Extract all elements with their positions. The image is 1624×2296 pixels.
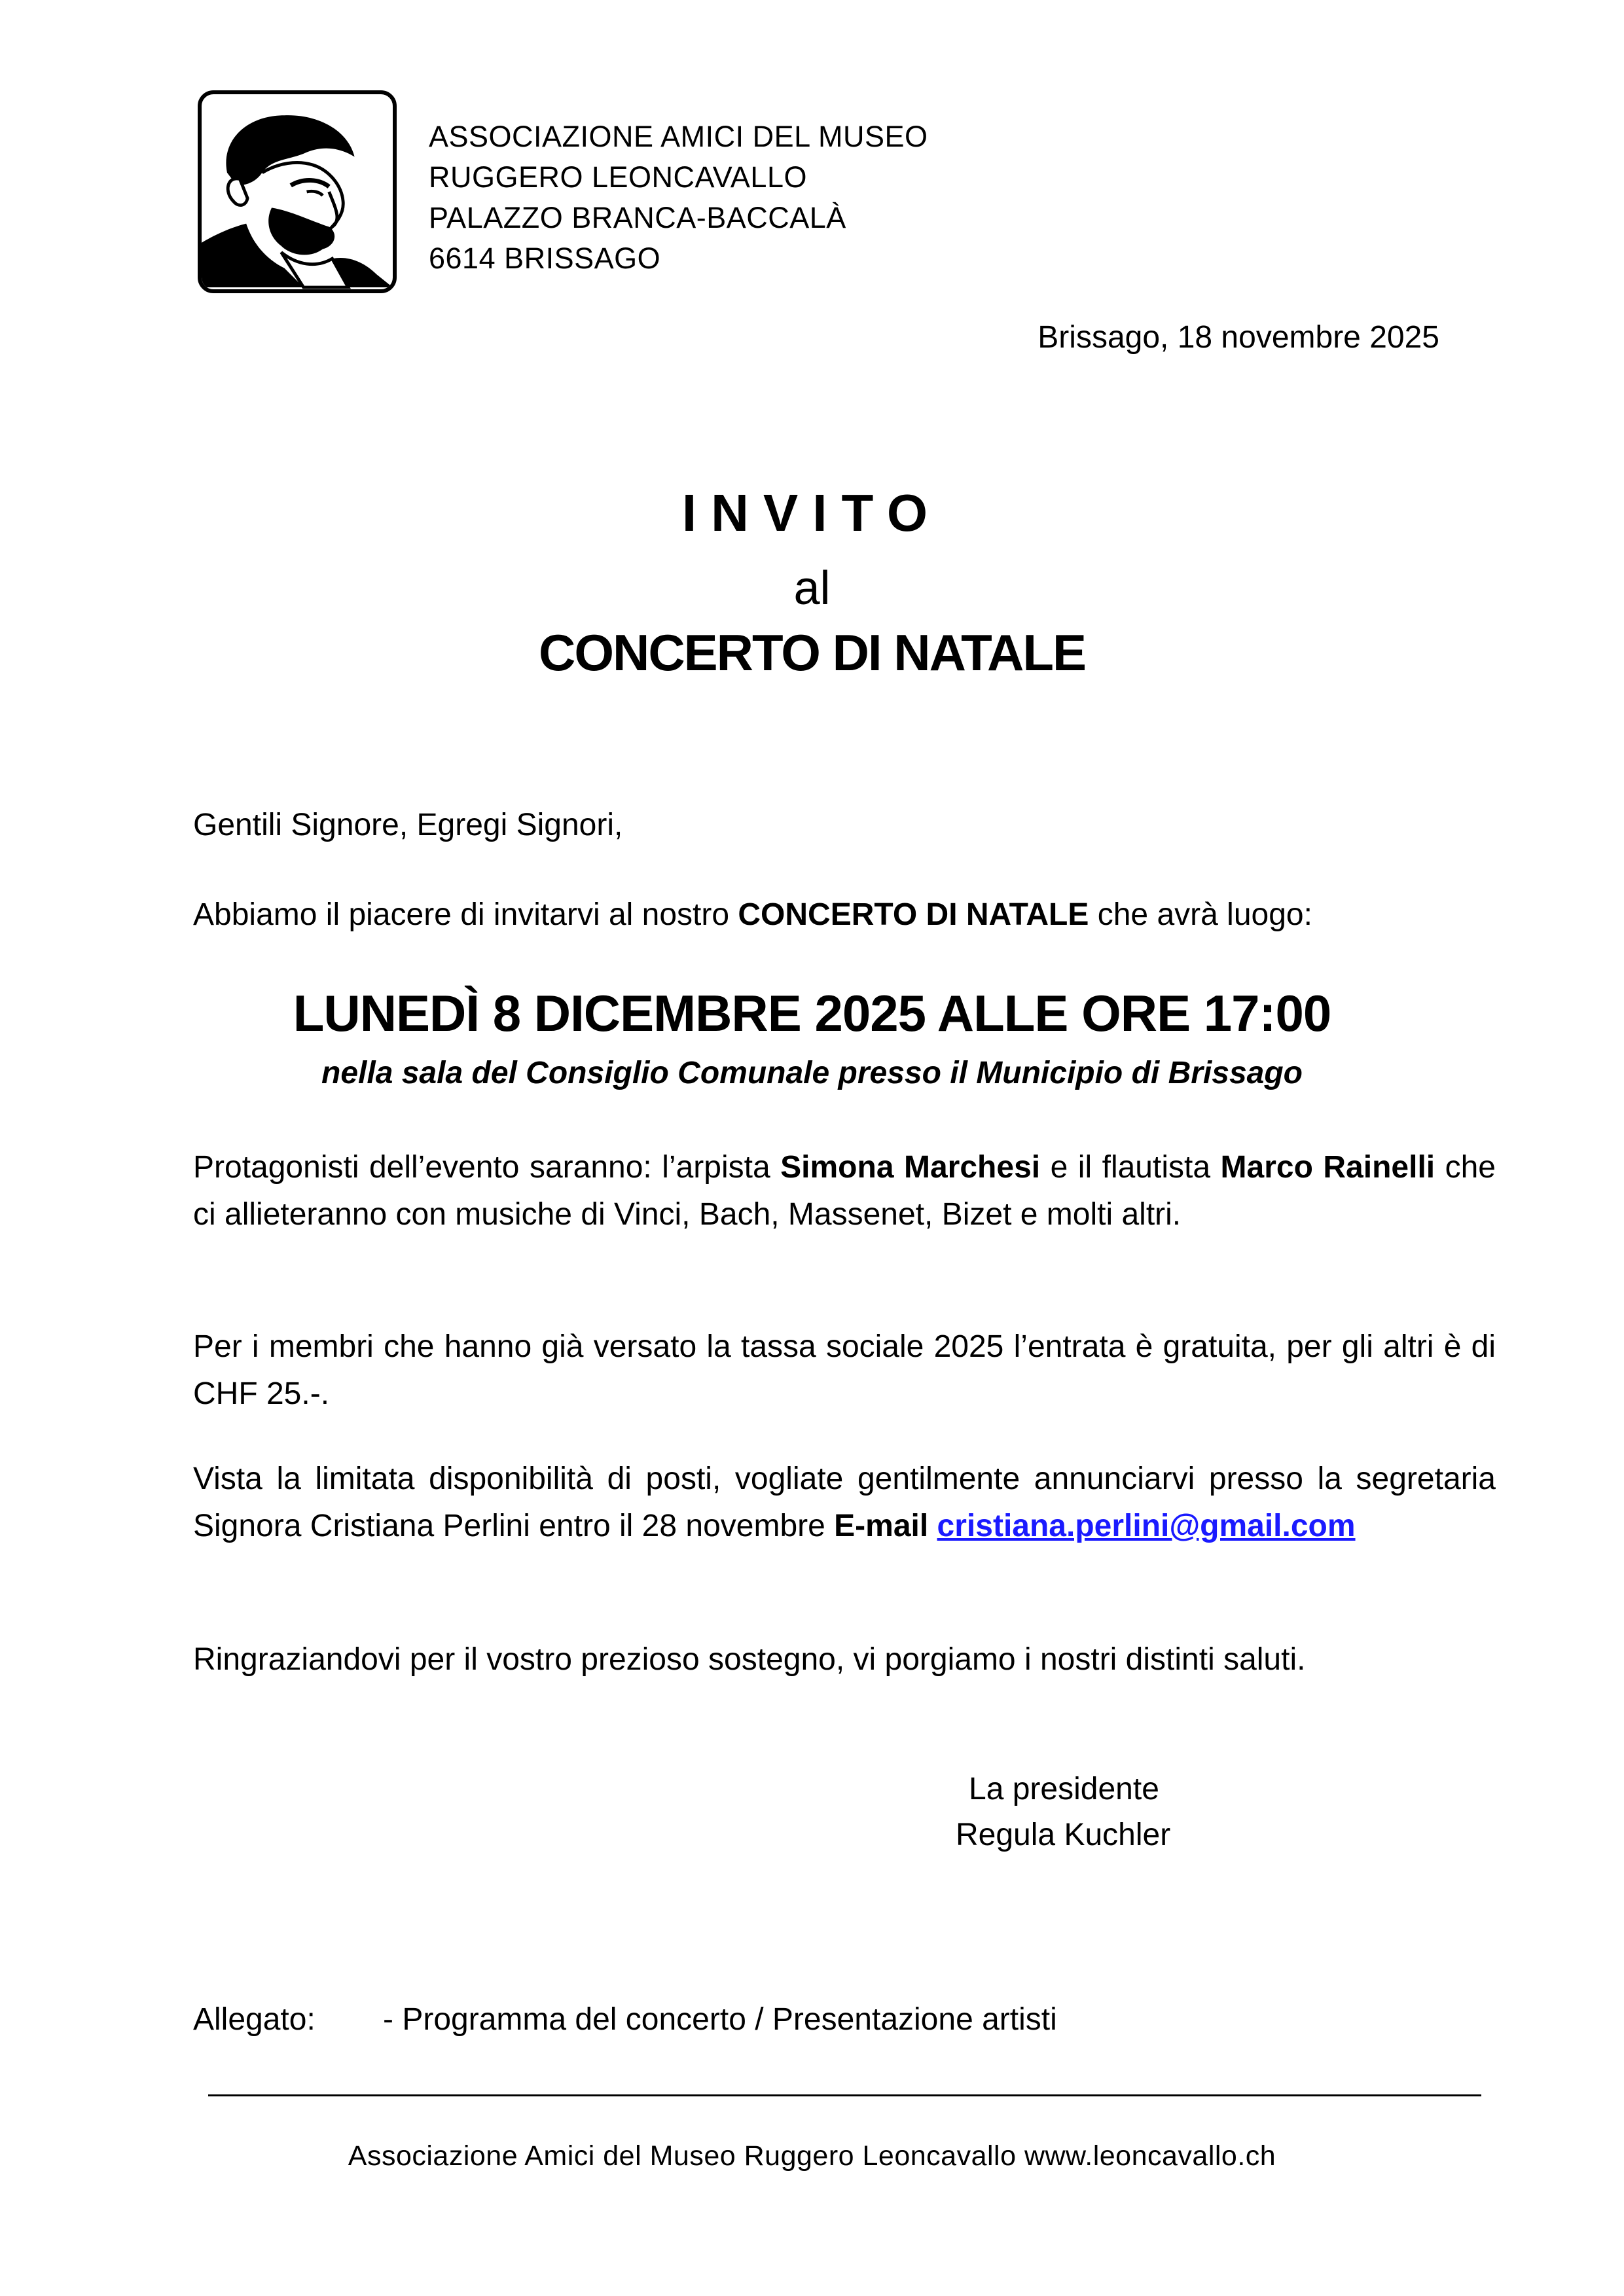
intro-text-before: Abbiamo il piacere di invitarvi al nostro	[193, 897, 738, 932]
association-line-4: 6614 BRISSAGO	[429, 242, 661, 275]
association-line-1: ASSOCIAZIONE AMICI DEL MUSEO	[429, 120, 928, 153]
event-datetime: LUNEDÌ 8 DICEMBRE 2025 ALLE ORE 17:00	[293, 984, 1331, 1042]
title-invito: INVITO	[681, 484, 943, 542]
intro-concert-name: CONCERTO DI NATALE	[738, 897, 1089, 932]
association-line-2: RUGGERO LEONCAVALLO	[429, 160, 807, 194]
email-link[interactable]: cristiana.perlini@gmail.com	[937, 1509, 1356, 1543]
association-address	[429, 117, 928, 279]
event-venue: nella sala del Consiglio Comunale presso il Municipio di Brissago	[321, 1056, 1303, 1090]
association-line-3: PALAZZO BRANCA-BACCALÀ	[429, 201, 846, 234]
performers-text-b: e il flautista	[1040, 1150, 1221, 1185]
performers-text-a: Protagonisti dell’evento saranno: l’arpista	[193, 1150, 781, 1185]
attachment-label: Allegato:	[193, 2002, 316, 2037]
footer-text: Associazione Amici del Museo Ruggero Leoncavallo www.leoncavallo.ch	[348, 2140, 1276, 2172]
performers-text-c: che ci allieteranno con musiche di Vinci, Bach, Massenet, Bizet e molti altri.	[193, 1150, 1496, 1232]
letter-date: Brissago, 18 novembre 2025	[1038, 320, 1439, 355]
attachment-item: - Programma del concerto / Presentazione artisti	[383, 2002, 1057, 2037]
flautist-name: Marco Rainelli	[1220, 1150, 1435, 1185]
title-concerto: CONCERTO DI NATALE	[539, 624, 1085, 681]
signature-name: Regula Kuchler	[956, 1818, 1171, 1852]
intro-paragraph	[193, 891, 1496, 939]
registration-text: Vista la limitata disponibilità di posti, vogliate gentilmente annunciarvi presso la segretaria Signora Cristiana Perlini entro il 28 novembre	[193, 1462, 1496, 1543]
closing-paragraph: Ringraziandovi per il vostro prezioso sostegno, vi porgiamo i nostri distinti saluti.	[193, 1642, 1306, 1677]
performers-paragraph	[193, 1144, 1496, 1238]
email-label: E-mail	[834, 1509, 929, 1543]
signature-role: La presidente	[969, 1772, 1159, 1806]
registration-paragraph	[193, 1456, 1496, 1550]
harpist-name: Simona Marchesi	[780, 1150, 1041, 1185]
intro-text-after: che avrà luogo:	[1089, 897, 1312, 932]
fee-paragraph: Per i membri che hanno già versato la tassa sociale 2025 l’entrata è gratuita, per gli altri è di CHF 25.-.	[193, 1329, 1496, 1411]
title-al: al	[793, 562, 831, 615]
leoncavallo-portrait-logo	[198, 90, 397, 293]
greeting: Gentili Signore, Egregi Signori,	[193, 808, 623, 842]
footer-divider	[208, 2094, 1481, 2096]
